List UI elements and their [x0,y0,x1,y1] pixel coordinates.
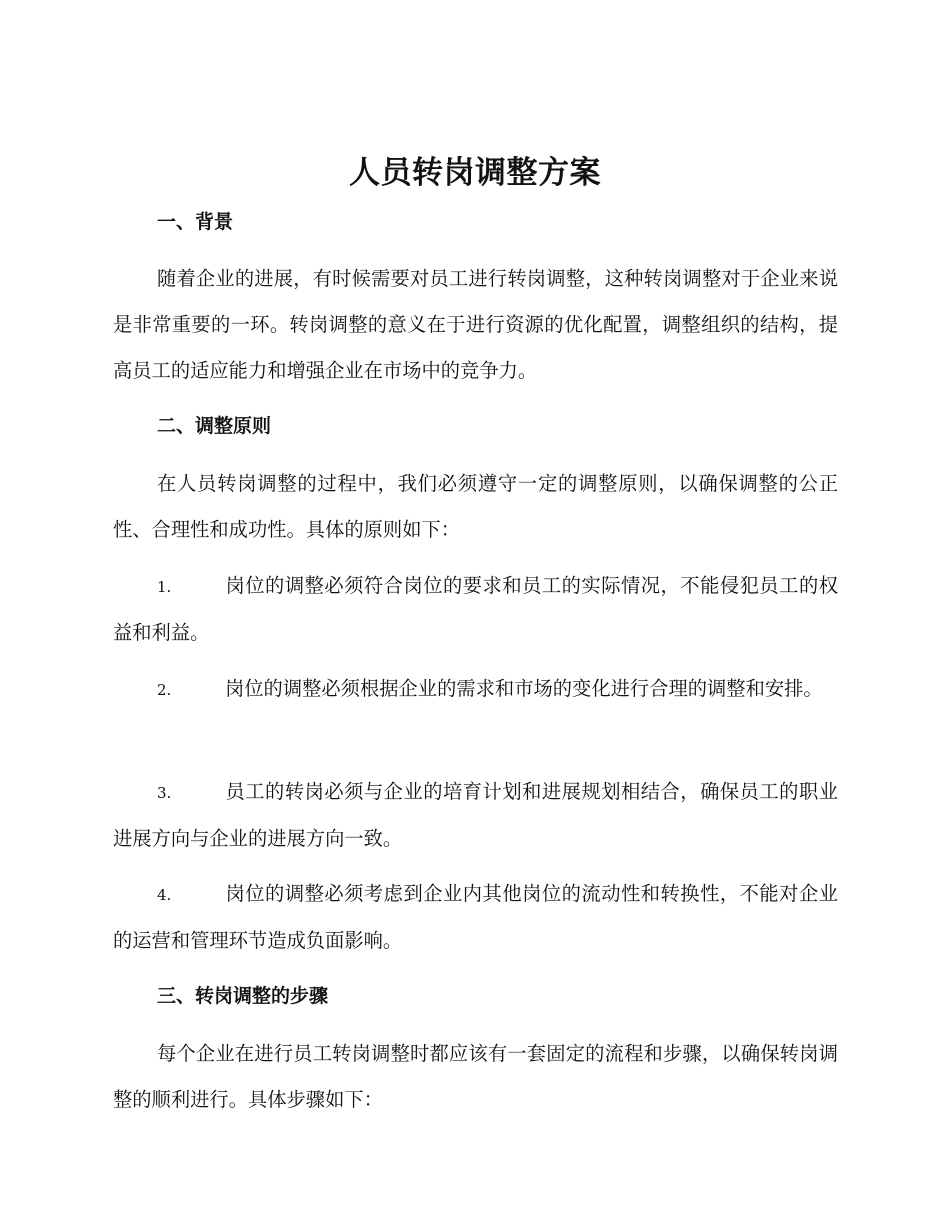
list-item [113,666,838,713]
list-item [113,563,838,656]
list-item-text: 岗位的调整必须根据企业的需求和市场的变化进行合理的调整和安排。 [225,677,823,700]
section-heading-principles: 二、调整原则 [157,415,272,437]
list-item-number: 2. [157,681,172,699]
list-item-number: 1. [157,578,172,596]
list-item-number: 4. [157,886,172,904]
list-item-number: 3. [157,784,172,802]
list-item-text: 岗位的调整必须考虑到企业内其他岗位的流动性和转换性，不能对企业的运营和管理环节造成负面影响。 [113,882,838,952]
section-heading-steps: 三、转岗调整的步骤 [157,985,329,1007]
list-item [113,769,838,862]
section-paragraph-steps: 每个企业在进行员工转岗调整时都应该有一套固定的流程和步骤，以确保转岗调整的顺利进行。具体步骤如下： [113,1042,838,1111]
section-heading-background: 一、背景 [157,211,234,233]
list-item [113,871,838,964]
section-paragraph-principles: 在人员转岗调整的过程中，我们必须遵守一定的调整原则，以确保调整的公正性、合理性和成功性。具体的原则如下： [113,472,838,541]
list-item-text: 岗位的调整必须符合岗位的要求和员工的实际情况，不能侵犯员工的权益和利益。 [113,574,838,644]
section-paragraph-background: 随着企业的进展，有时候需要对员工进行转岗调整，这种转岗调整对于企业来说是非常重要的一环。转岗调整的意义在于进行资源的优化配置，调整组织的结构，提高员工的适应能力和增强企业在市场中的竞争力。 [113,267,838,382]
list-item-text: 员工的转岗必须与企业的培育计划和进展规划相结合，确保员工的职业进展方向与企业的进展方向一致。 [113,780,838,850]
document-title: 人员转岗调整方案 [349,155,601,191]
